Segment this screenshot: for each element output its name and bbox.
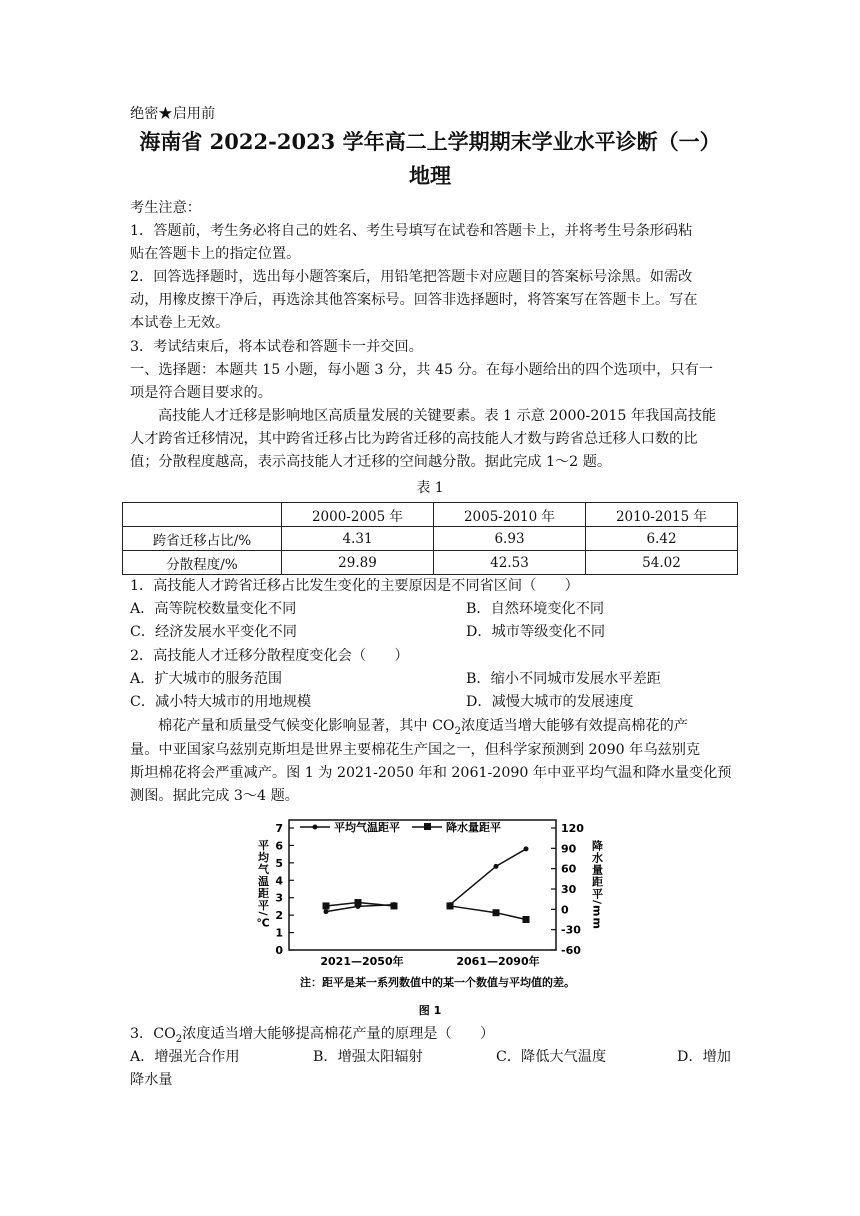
table-cell: 4.31 (282, 527, 434, 551)
option-a: A．扩大城市的服务范围 (130, 671, 283, 687)
option-d: D．减慢大城市的发展速度 (466, 694, 634, 710)
right-tick-label: -60 (561, 944, 581, 957)
notice-line: 1．答题前，考生务必将自己的姓名、考生号填写在试卷和答题卡上，并将考生号条形码粘 (130, 223, 693, 239)
temperature-point (494, 864, 499, 869)
exam-title: 海南省 2022-2023 学年高二上学期期末学业水平诊断（一） (139, 129, 721, 154)
legend-label: 平均气温距平 (334, 821, 400, 834)
passage-line: 值；分散程度越高，表示高技能人才迁移的空间越分散。据此完成 1～2 题。 (130, 454, 612, 470)
notice-line: 动，用橡皮擦干净后，再选涂其他答案标号。回答非选择题时，将答案写在答题卡上。写在 (130, 292, 698, 308)
chart-note: 注：距平是某一系列数值中的某一个数值与平均值的差。 (300, 976, 575, 989)
left-tick-label: 6 (275, 839, 283, 853)
table-cell: 54.02 (586, 551, 738, 575)
passage-line (158, 716, 688, 742)
option-c: C．经济发展水平变化不同 (130, 624, 297, 640)
passage-line: 斯坦棉花将会严重减产。图 1 为 2021-2050 年和 2061-2090 年中亚平均气温和降水量变化预 (130, 765, 732, 781)
table-cell: 2010-2015 年 (586, 503, 738, 527)
question-stem: 2．高技能人才迁移分散程度变化会（ ） (130, 648, 409, 664)
table-cell: 6.93 (434, 527, 586, 551)
series-line-temperature (450, 849, 526, 905)
table-cell: 6.42 (586, 527, 738, 551)
plot-frame (289, 820, 556, 950)
precipitation-point (493, 909, 500, 916)
notice-line: 3．考试结束后，将本试卷和答题卡一并交回。 (130, 339, 423, 355)
passage-line: 人才跨省迁移情况，其中跨省迁移占比为跨省迁移的高技能人才数与跨省总迁移人口数的比 (130, 431, 698, 447)
section-heading: 项是符合题目要求的。 (130, 385, 272, 401)
passage-line: 高技能人才迁移是影响地区高质量发展的关键要素。表 1 示意 2000-2015 年我国高技能 (158, 408, 717, 424)
temperature-point (324, 909, 329, 914)
temperature-point (524, 846, 529, 851)
precipitation-point (391, 902, 398, 909)
option-a: A．高等院校数量变化不同 (130, 601, 297, 617)
table-cell: 2005-2010 年 (434, 503, 586, 527)
x-category-label: 2021—2050年 (320, 955, 404, 968)
option-a: A．增强光合作用 (130, 1049, 240, 1065)
table-row (123, 551, 738, 575)
subscript: 2 (175, 1033, 183, 1045)
climate-chart (0, 810, 860, 1035)
question-stem: 1．高技能人才跨省迁移占比发生变化的主要原因是不同省区间（ ） (130, 578, 579, 594)
option-b: B．增强太阳辐射 (313, 1049, 423, 1065)
option-c: C．减小特大城市的用地规模 (130, 694, 312, 710)
table-row (123, 527, 738, 551)
data-table (122, 502, 738, 575)
precipitation-point (323, 902, 330, 909)
table-caption: 表 1 (416, 480, 444, 496)
notice-line: 2．回答选择题时，选出每小题答案后，用铅笔把答题卡对应题目的答案标号涂黑。如需改 (130, 269, 693, 285)
right-tick-label: 60 (561, 862, 577, 876)
precipitation-point (447, 902, 454, 909)
right-tick-label: -30 (561, 923, 581, 937)
notice-heading: 考生注意： (130, 200, 201, 216)
subject-title: 地理 (409, 163, 451, 188)
left-axis (275, 822, 294, 957)
table-cell: 跨省迁移占比/% (123, 527, 282, 551)
subscript: 2 (454, 725, 461, 737)
notice-line: 本试卷上无效。 (130, 315, 230, 331)
option-d: D．增加 (677, 1049, 731, 1065)
left-tick-label: 3 (275, 891, 283, 905)
precipitation-point (355, 899, 362, 906)
y-axis-label-left: 平均气温距平/℃ (256, 839, 270, 931)
option-d-continued: 降水量 (130, 1072, 173, 1088)
passage-text: 浓度适当增大能够有效提高棉花的产 (460, 718, 688, 734)
question-stem (130, 1024, 494, 1050)
passage-line: 量。中亚国家乌兹别克斯坦是世界主要棉花生产国之一，但科学家预测到 2090 年乌兹别克 (130, 742, 701, 758)
series-line-precipitation (450, 906, 526, 920)
left-tick-label: 5 (275, 856, 283, 870)
notice-line: 贴在答题卡上的指定位置。 (130, 246, 301, 262)
y-axis-label-right: 降水量距平/mm (590, 840, 604, 930)
right-tick-label: 0 (561, 903, 569, 917)
chart-legend (300, 820, 501, 834)
table-row (123, 503, 738, 527)
right-tick-label: 30 (561, 883, 577, 896)
left-tick-label: 0 (275, 944, 283, 957)
table-cell: 42.53 (434, 551, 586, 575)
figure-caption: 图 1 (418, 1004, 442, 1017)
stem-text: 3．CO (130, 1026, 176, 1042)
passage-text: 棉花产量和质量受气候变化影响显著，其中 CO (158, 718, 455, 734)
section-heading: 一、选择题：本题共 15 小题，每小题 3 分，共 45 分。在每小题给出的四个选项中，只有一 (130, 362, 713, 378)
secret-label: 绝密★启用前 (130, 106, 216, 122)
option-b: B．缩小不同城市发展水平差距 (466, 671, 661, 687)
table-cell: 2000-2005 年 (282, 503, 434, 527)
chart-series (323, 846, 530, 923)
right-tick-label: 120 (561, 822, 584, 835)
table-cell: 分散程度/% (123, 551, 282, 575)
stem-text: 浓度适当增大能够提高棉花产量的原理是（ ） (182, 1026, 495, 1042)
left-tick-label: 7 (275, 822, 283, 835)
right-tick-label: 90 (561, 842, 577, 856)
left-tick-label: 4 (275, 874, 283, 888)
x-category-label: 2061—2090年 (456, 955, 540, 968)
legend-label: 降水量距平 (446, 821, 501, 834)
option-b: B．自然环境变化不同 (466, 601, 605, 617)
passage-line: 测图。据此完成 3～4 题。 (130, 788, 299, 804)
option-c: C．降低大气温度 (496, 1049, 607, 1065)
precipitation-point (523, 916, 530, 923)
left-tick-label: 2 (275, 909, 283, 923)
table-cell: 29.89 (282, 551, 434, 575)
left-tick-label: 1 (275, 926, 283, 940)
option-d: D．城市等级变化不同 (466, 624, 606, 640)
table-cell (123, 503, 282, 527)
